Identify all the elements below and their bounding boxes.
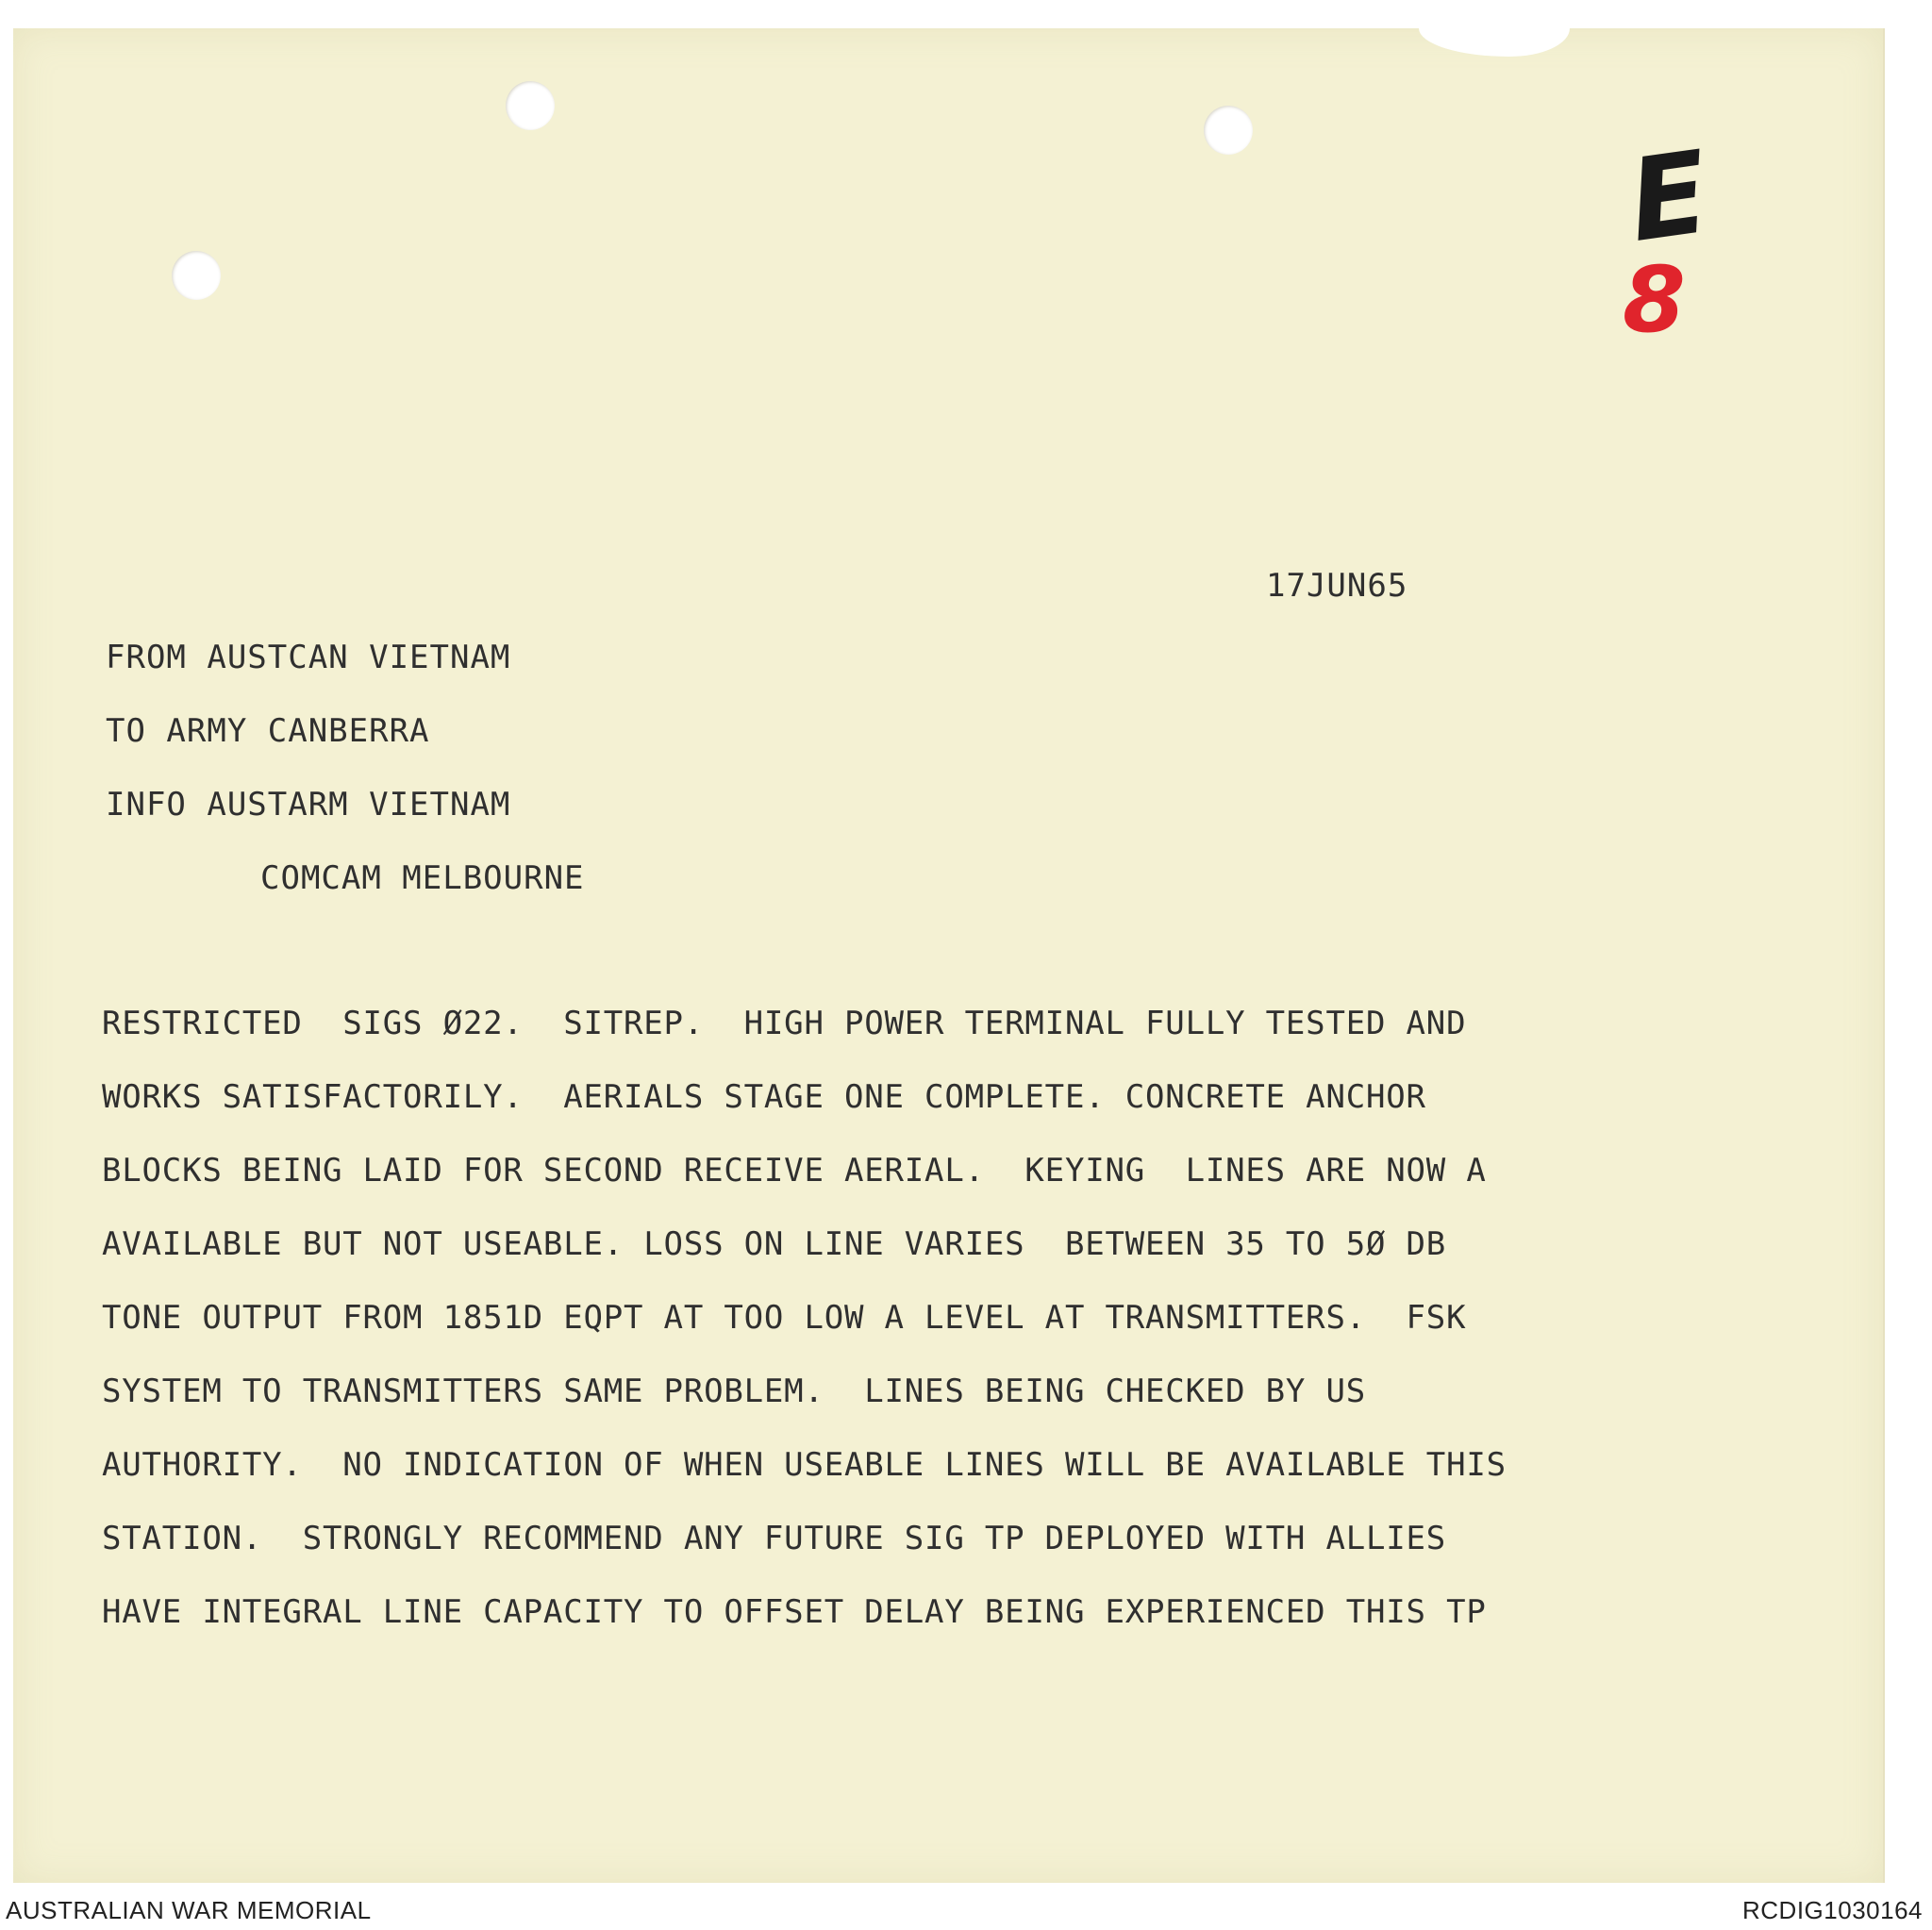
- footer-record-id: RCDIG1030164: [1742, 1896, 1923, 1924]
- punch-hole-3: [172, 251, 221, 300]
- body-line: STATION. STRONGLY RECOMMEND ANY FUTURE SIG TP DEPLOYED WITH ALLIES: [102, 1520, 1447, 1557]
- body-line: AUTHORITY. NO INDICATION OF WHEN USEABLE LINES WILL BE AVAILABLE THIS: [102, 1446, 1507, 1484]
- message-date: 17JUN65: [1266, 567, 1408, 605]
- body-line: TONE OUTPUT FROM 1851D EQPT AT TOO LOW A LEVEL AT TRANSMITTERS. FSK: [102, 1299, 1467, 1337]
- body-line: RESTRICTED SIGS Ø22. SITREP. HIGH POWER TERMINAL FULLY TESTED AND: [102, 1005, 1467, 1042]
- info-line-2: COMCAM MELBOURNE: [260, 859, 585, 897]
- paper-tear: [1419, 28, 1570, 57]
- body-line: WORKS SATISFACTORILY. AERIALS STAGE ONE COMPLETE. CONCRETE ANCHOR: [102, 1078, 1426, 1116]
- body-line: SYSTEM TO TRANSMITTERS SAME PROBLEM. LINES BEING CHECKED BY US: [102, 1373, 1366, 1410]
- punch-hole-1: [506, 81, 555, 130]
- footer-source: AUSTRALIAN WAR MEMORIAL: [6, 1896, 372, 1924]
- body-line: AVAILABLE BUT NOT USEABLE. LOSS ON LINE VARIES BETWEEN 35 TO 5Ø DB: [102, 1225, 1447, 1263]
- to-line: TO ARMY CANBERRA: [106, 712, 430, 750]
- handwritten-folio-number: 8: [1623, 247, 1686, 353]
- body-line: HAVE INTEGRAL LINE CAPACITY TO OFFSET DELAY BEING EXPERIENCED THIS TP: [102, 1593, 1487, 1631]
- body-line: BLOCKS BEING LAID FOR SECOND RECEIVE AERIAL. KEYING LINES ARE NOW A: [102, 1152, 1487, 1190]
- from-line: FROM AUSTCAN VIETNAM: [106, 639, 511, 676]
- punch-hole-2: [1204, 106, 1253, 155]
- handwritten-letter: E: [1621, 126, 1717, 269]
- info-line: INFO AUSTARM VIETNAM: [106, 786, 511, 824]
